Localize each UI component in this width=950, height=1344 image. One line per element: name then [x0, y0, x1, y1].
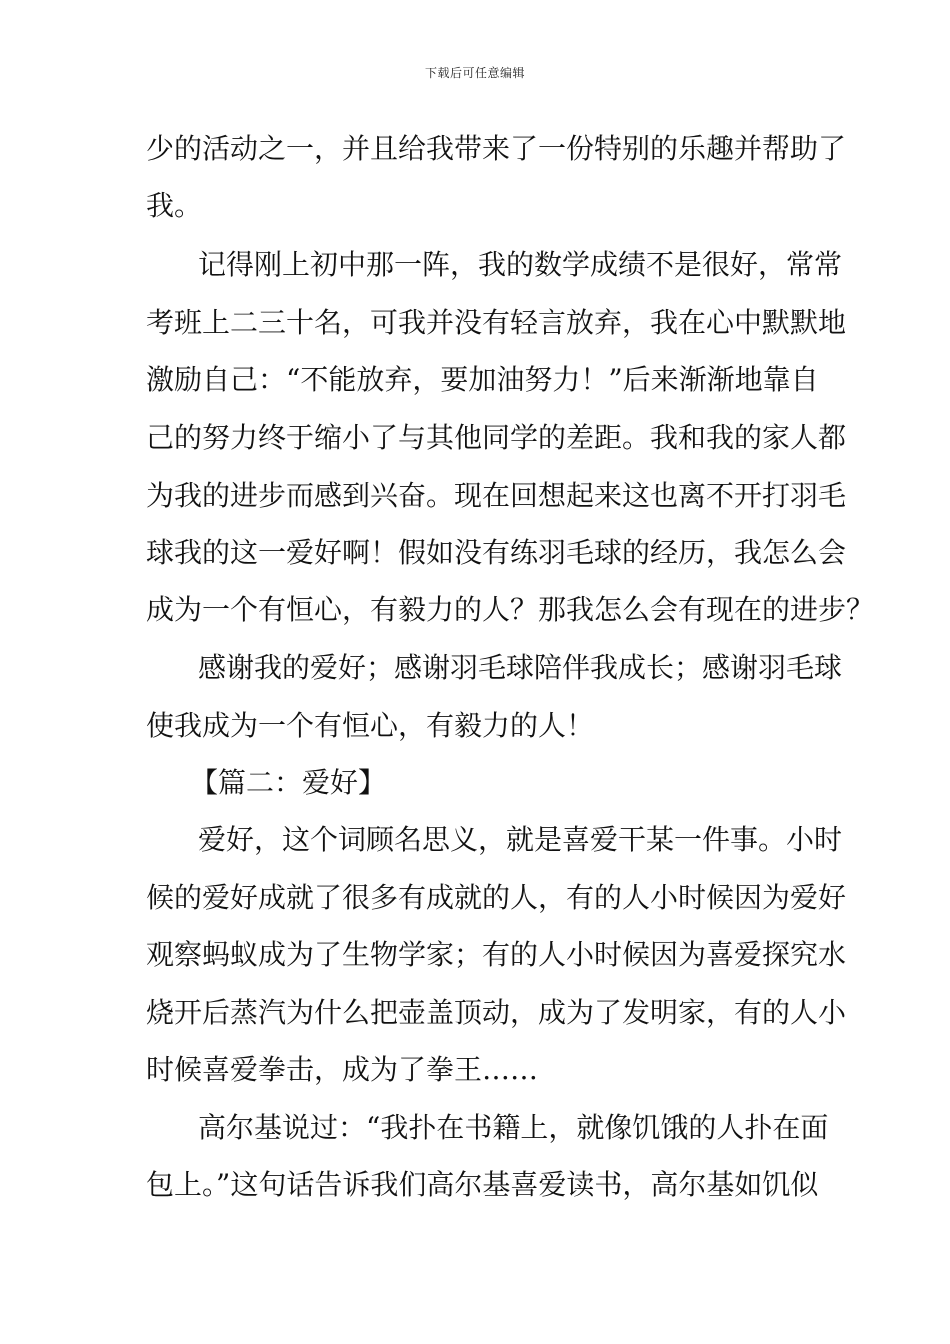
text-line: 激励自己：“不能放弃，要加油努力！”后来渐渐地靠自 [146, 363, 819, 396]
text-line: 成为一个有恒心，有毅力的人？那我怎么会有现在的进步？ [146, 593, 875, 626]
text-line: 球我的这一爱好啊！假如没有练羽毛球的经历，我怎么会 [146, 536, 847, 569]
text-line: 候的爱好成就了很多有成就的人，有的人小时候因为爱好 [146, 881, 847, 914]
text-line: 高尔基说过：“我扑在书籍上，就像饥饿的人扑在面 [198, 1111, 829, 1144]
text-line: 时候喜爱拳击，成为了拳王…… [146, 1053, 539, 1086]
text-line: 使我成为一个有恒心，有毅力的人！ [146, 709, 595, 742]
section-heading: 【篇二：爱好】 [190, 766, 387, 799]
text-line: 己的努力终于缩小了与其他同学的差距。我和我的家人都 [146, 421, 847, 454]
text-line: 记得刚上初中那一阵，我的数学成绩不是很好，常常 [198, 248, 843, 281]
text-line: 少的活动之一，并且给我带来了一份特别的乐趣并帮助了 [146, 132, 847, 165]
page-header: 下载后可任意编辑 [424, 66, 525, 80]
text-line: 为我的进步而感到兴奋。现在回想起来这也离不开打羽毛 [146, 479, 847, 512]
text-line: 烧开后蒸汽为什么把壶盖顶动，成为了发明家，有的人小 [146, 996, 847, 1029]
text-line: 爱好，这个词顾名思义，就是喜爱干某一件事。小时 [198, 823, 843, 856]
text-line: 感谢我的爱好；感谢羽毛球陪伴我成长；感谢羽毛球 [198, 651, 843, 684]
text-line: 观察蚂蚁成为了生物学家；有的人小时候因为喜爱探究水 [146, 938, 847, 971]
text-line: 包上。”这句话告诉我们高尔基喜爱读书，高尔基如饥似 [146, 1168, 819, 1201]
text-line: 考班上二三十名，可我并没有轻言放弃，我在心中默默地 [146, 306, 847, 339]
text-line: 我。 [146, 189, 203, 222]
